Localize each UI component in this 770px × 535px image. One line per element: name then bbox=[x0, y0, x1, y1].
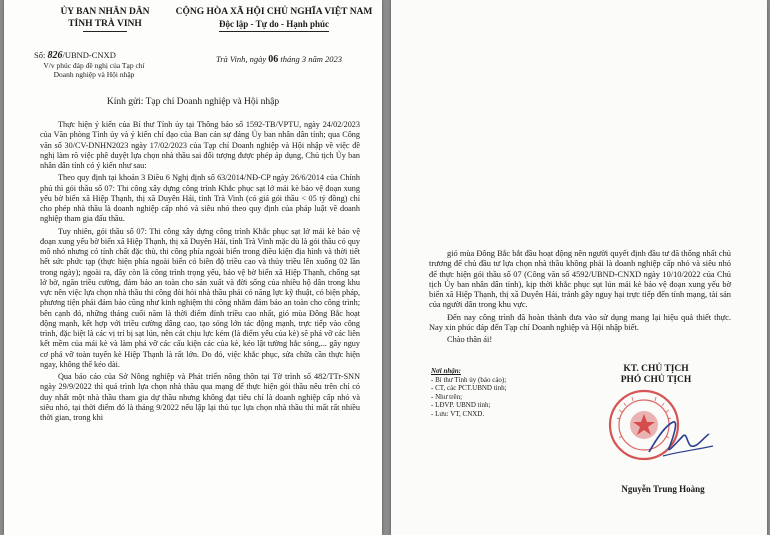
paragraph: Theo quy định tại khoản 3 Điều 6 Nghị định số 63/2014/NĐ-CP ngày 26/6/2014 của Chính phủ thì gói thầu số 07: Thi công xây dựng công trình Khắc phục sạt lở mái kè bảo vệ đoạn xung yếu bờ biển xã Hiệp Thạnh, thị xã Duyên Hải, tỉnh Trà Vinh (có giá gói thầu < 05 tỷ đồng) chỉ cho phép nhà thầu là doanh nghiệp cấp nhỏ và siêu nhỏ theo quy định của pháp luật về doanh nghiệp tham gia đấu thầu. bbox=[40, 173, 360, 224]
signatory-title bbox=[591, 364, 721, 386]
doc-subject-line2: Doanh nghiệp và Hội nhập bbox=[53, 70, 135, 79]
letter-body-right bbox=[429, 249, 731, 344]
signatory-title-line2: PHÓ CHỦ TỊCH bbox=[620, 375, 692, 385]
doc-no-prefix: Số: bbox=[34, 50, 46, 60]
recipient-item: - Lưu: VT, CNXD. bbox=[431, 409, 485, 418]
issuer-header bbox=[40, 6, 170, 32]
handwritten-signature-icon bbox=[643, 408, 723, 468]
letter-body-left bbox=[40, 120, 360, 425]
national-header bbox=[169, 6, 379, 32]
recipient-item: - Như trên; bbox=[431, 392, 463, 401]
signoff: Chào thân ái! bbox=[447, 335, 493, 345]
recipient-item: - Bí thư Tỉnh ủy (báo cáo); bbox=[431, 375, 507, 384]
recipients-list bbox=[431, 367, 581, 419]
doc-no-value: 826 bbox=[47, 50, 63, 61]
date-suffix: tháng 3 năm 2023 bbox=[280, 54, 342, 64]
national-motto: Độc lập - Tự do - Hạnh phúc bbox=[218, 19, 329, 29]
country-name: CỘNG HÒA XÃ HỘI CHỦ NGHĨA VIỆT NAM bbox=[175, 7, 373, 17]
issuer-province: TỈNH TRÀ VINH bbox=[68, 19, 142, 29]
date-day: 06 bbox=[268, 54, 279, 65]
date-prefix: Trà Vinh, ngày bbox=[215, 54, 267, 64]
doc-subject-line1: V/v phúc đáp đề nghị của Tạp chí bbox=[43, 61, 145, 70]
paragraph: Thực hiện ý kiến của Bí thư Tỉnh ủy tại Thông báo số 1592-TB/VPTU, ngày 24/02/2023 của Văn phòng Tỉnh ủy và ý kiến chỉ đạo của Ban cán sự đảng Ủy ban nhân dân tỉnh; qua Công văn số 30/CV-DNHN2023 ngày 17/02/2023 của Tạp chí Doanh nghiệp và Hội nhập về việc đề nghị làm rõ việc phê duyệt lựa chọn nhà thầu sai đối tượng được phép áp dụng, Chủ tịch Ủy ban nhân dân tỉnh có ý kiến như sau: bbox=[40, 120, 360, 170]
doc-no-suffix: /UBND-CNXD bbox=[62, 50, 116, 60]
paragraph: gió mùa Đông Bắc bắt đầu hoạt động nên người quyết định đầu tư đã thống nhất chủ trương để chủ đầu tư lựa chọn nhà thầu không phải là doanh nghiệp cấp nhỏ và siêu nhỏ để thực hiện gói thầu số 07 (Công văn số 4592/UBND-CNXD ngày 10/10/2022 của Chủ tịch Ủy ban nhân dân tỉnh), kịp thời khắc phục sụt lún mái kè bảo vệ đoạn xung yếu bờ biển xã Hiệp Thạnh, thị xã Duyên Hải, tránh gây nguy hại trực tiếp đến tính mạng, tài sản của người dân trong khu vực. bbox=[429, 249, 731, 310]
paragraph: Tuy nhiên, gói thầu số 07: Thi công xây dựng công trình Khắc phục sạt lở mái kè bảo vệ đoạn xung yếu bờ biển xã Hiệp Thạnh, thị xã Duyên Hải, tỉnh Trà Vinh mặc dù là gói thầu có quy mô nhỏ nhưng có tính chất đặc thù, thi công phía ngoài biển trong điều kiện địa hình và thời tiết hết sức phức tạp (thực hiện phía ngoài biển có biên độ triều cao và thủy triều lên xuống 02 lần trong ngày); ngoài ra, đây còn là công trình trọng yếu, bảo vệ bờ biển xã Hiệp Thạnh, chống sạt lở bờ, ngăn triều cường, đảm bảo an toàn cho sản xuất và đời sống của nhiều hộ dân trong khu vực nên việc lựa chọn nhà thầu thi công đòi hỏi nhà thầu phải có năng lực kỹ thuật, có biện pháp, phương tiện phải đảm bảo cũng như kinh nghiệm thi công nhằm đảm bảo an toàn cho công trình; bên cạnh đó, những tháng cuối năm là thời điểm đỉnh triều cao nhất, gió mùa Đông Bắc hoạt động mạnh, kết hợp với triều cường dâng cao, tạo sóng lớn tác động mạnh, trực tiếp vào công trình, đặc biệt là các vị trí bị sạt lún, nên cát chịu lực kém (là điểm yếu của kè) sẽ phá vỡ các liên kết mềm của mái kè và làm phá vỡ các cấu kiện các của kè, kéo lật tường hắc sóng,... gây nguy cơ phá vỡ toàn tuyến kè Hiệp Thạnh là rất lớn. Do đó, việc khắc phục, sửa chữa cần thực hiện ngay, không thể kéo dài. bbox=[40, 226, 360, 369]
document-page-left bbox=[4, 0, 382, 535]
document-page-right bbox=[391, 0, 767, 535]
motto-rule bbox=[219, 31, 329, 32]
paragraph: Đến nay công trình đã hoàn thành đưa vào sử dụng mang lại hiệu quả thiết thực. Nay xin phúc đáp đến Tạp chí Doanh nghiệp và Hội nhập biết. bbox=[429, 312, 731, 333]
issuer-name: ỦY BAN NHÂN DÂN bbox=[60, 7, 150, 17]
signer-name: Nguyễn Trung Hoàng bbox=[621, 484, 705, 494]
header-rule bbox=[83, 31, 127, 32]
signatory-title-line1: KT. CHỦ TỊCH bbox=[623, 364, 689, 374]
recipient-item: - LĐVP. UBND tỉnh; bbox=[431, 401, 491, 410]
document-number bbox=[34, 50, 184, 79]
recipients-label: Nơi nhận: bbox=[431, 367, 462, 375]
greeting-line: Kính gửi: Tạp chí Doanh nghiệp và Hội nhập bbox=[106, 97, 280, 107]
paragraph: Qua báo cáo của Sở Nông nghiệp và Phát triển nông thôn tại Tờ trình số 482/TTr-SNN ngày 29/9/2022 thì quá trình lựa chọn nhà thầu qua mạng để thực hiện gói thầu nêu trên chỉ có duy nhất một nhà thầu tham gia dự thầu nhưng không đạt tiêu chí là doanh nghiệp cấp nhỏ và siêu nhỏ, tại thời điểm đó là tháng 9/2022 nếu lập lại thủ tục lựa chọn nhà thầu thì mất rất nhiều thời gian, trong khi bbox=[40, 372, 360, 422]
date-line bbox=[184, 54, 374, 65]
recipient-item: - CT, các PCT.UBND tỉnh; bbox=[431, 384, 507, 393]
